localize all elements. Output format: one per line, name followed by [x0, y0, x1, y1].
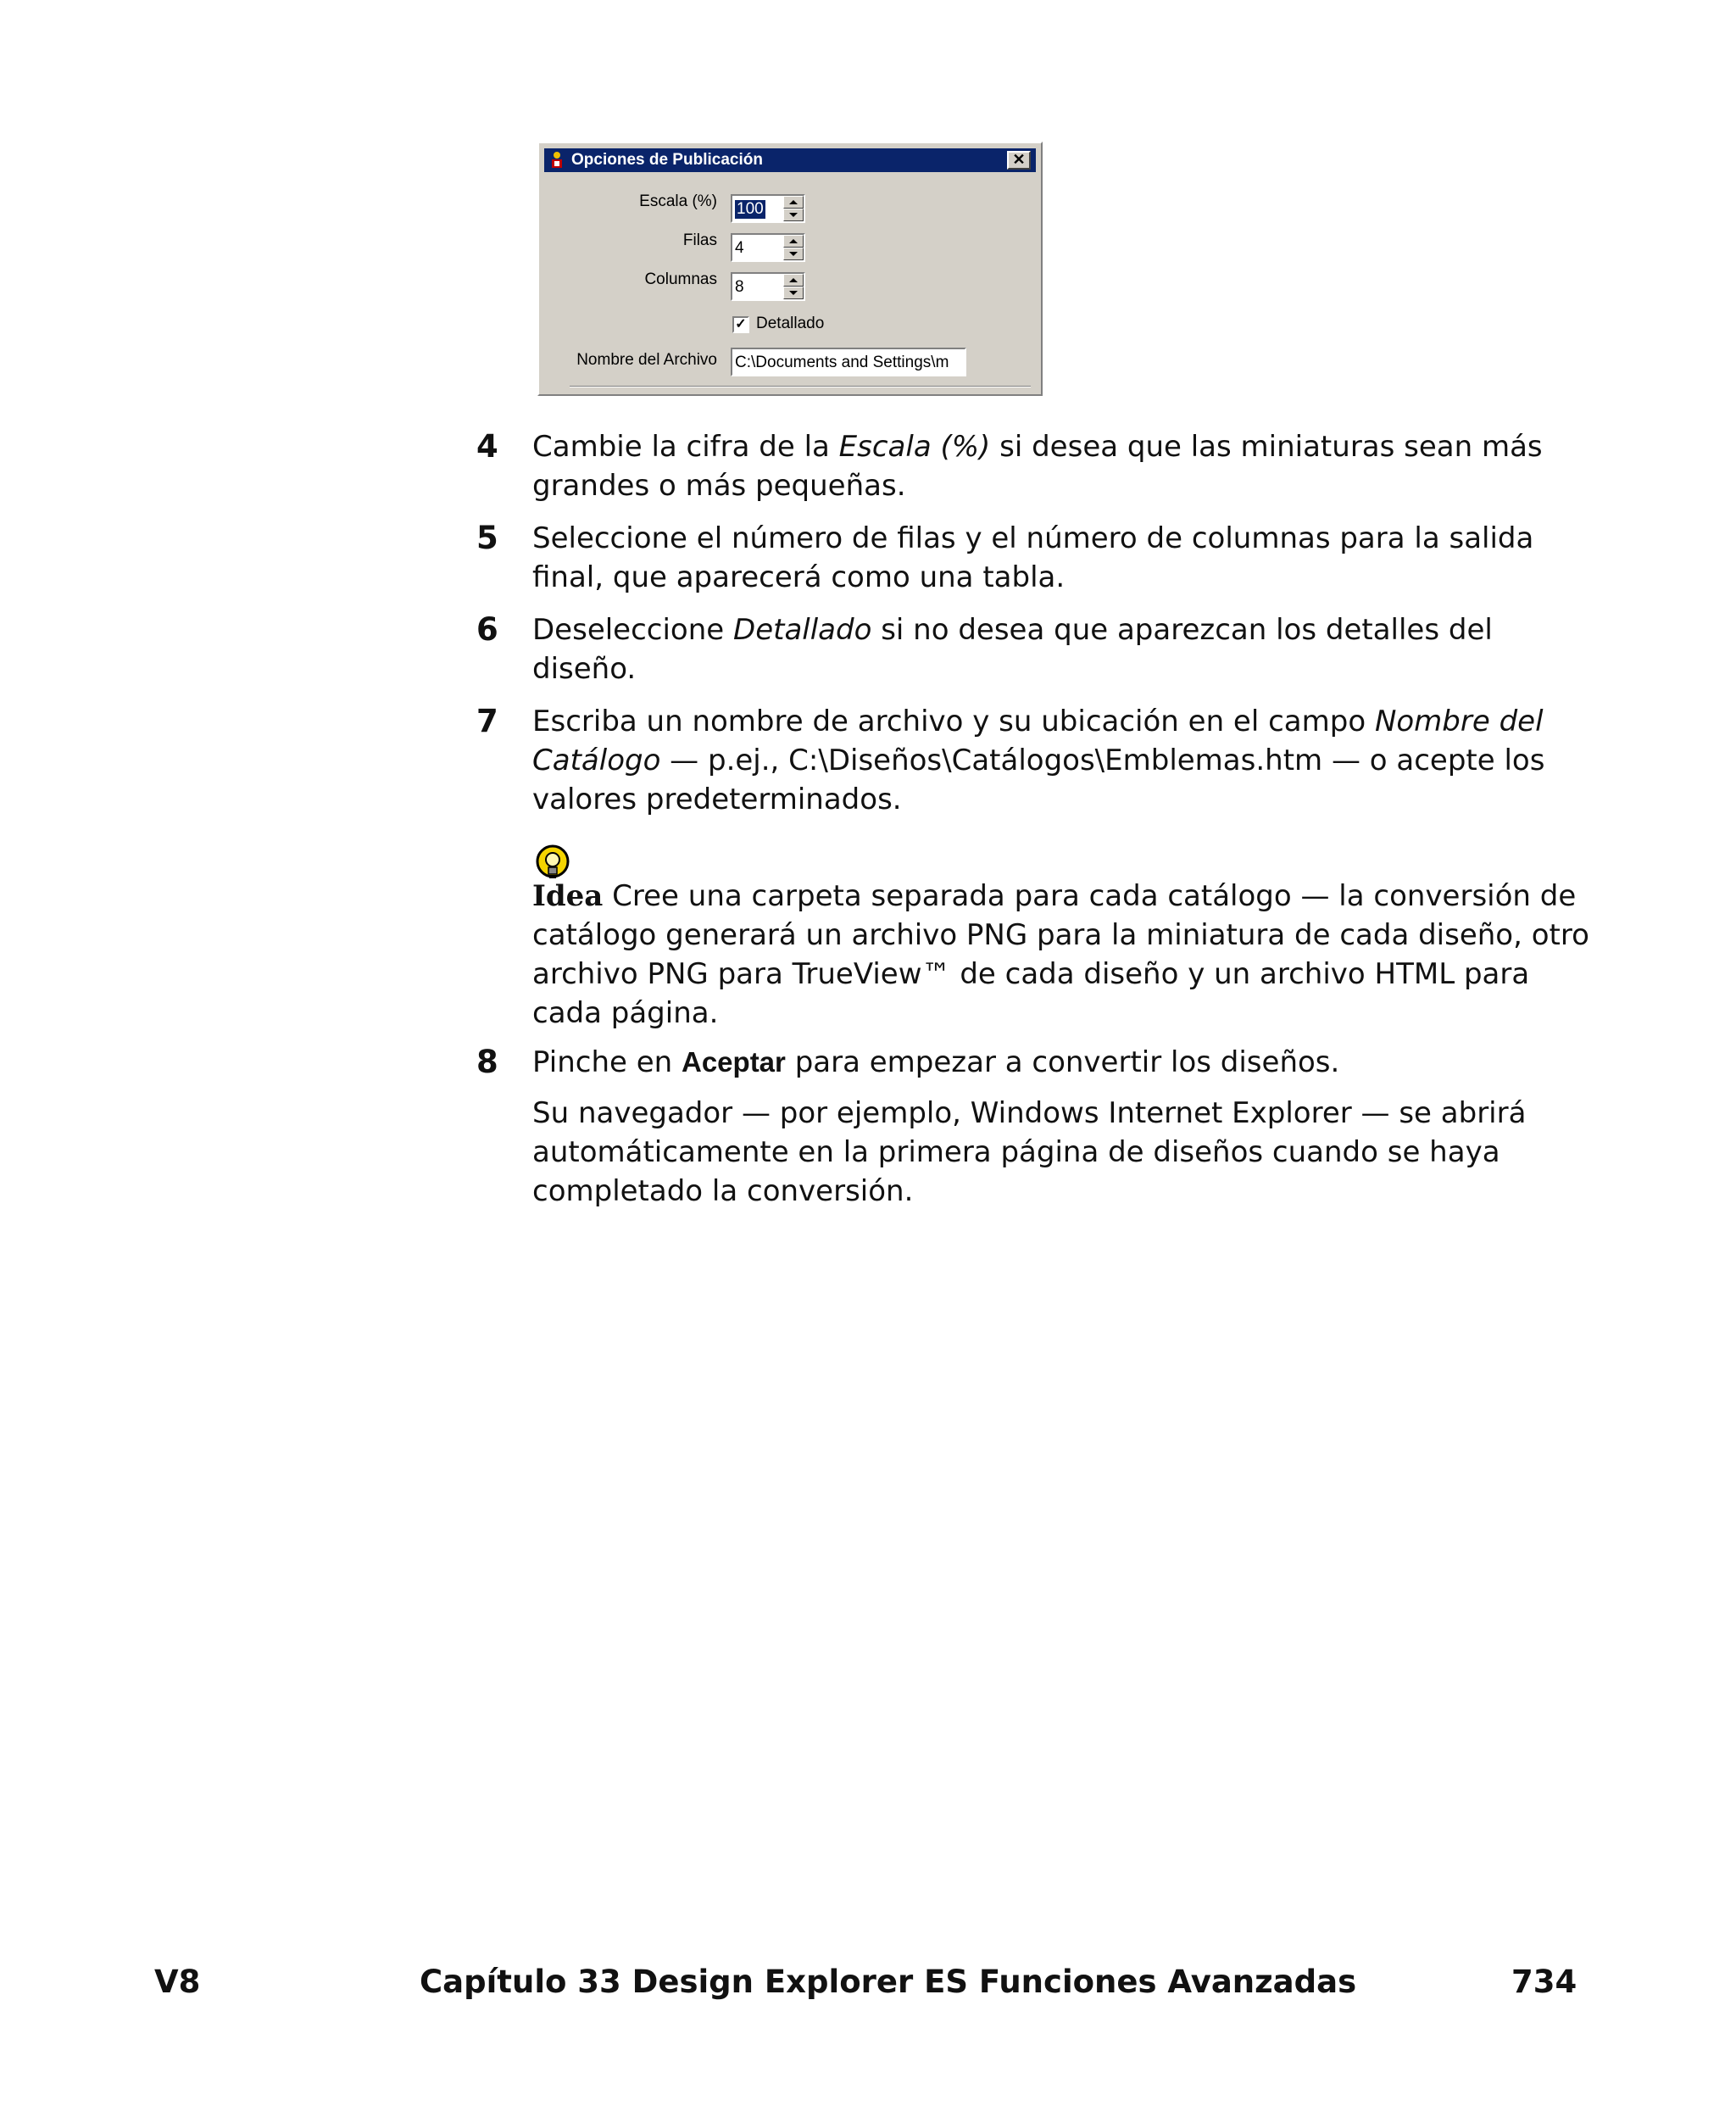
arrow-down-icon	[789, 291, 798, 295]
columns-spinbox[interactable]	[731, 272, 805, 301]
columns-value: 8	[735, 278, 744, 296]
app-icon	[549, 151, 565, 170]
step-text: Seleccione el número de filas y el número de columnas para la salida final, que aparecerá como una tabla.	[532, 521, 1534, 594]
browser-note: Su navegador — por ejemplo, Windows Internet Explorer — se abrirá automáticamente en la primera página de diseños cuando se haya completado la conversión.	[532, 1096, 1527, 1208]
step-text: Cambie la cifra de la Escala (%) si desea que las miniaturas sean más grandes o más pequeñas.	[532, 430, 1543, 503]
close-button[interactable]	[1007, 151, 1031, 170]
footer-page-number: 734	[1511, 1964, 1577, 2000]
arrow-up-icon	[789, 200, 798, 204]
detailed-checkbox[interactable]	[732, 316, 749, 333]
arrow-down-icon	[789, 252, 798, 256]
publish-options-dialog	[537, 142, 1043, 396]
arrow-down-icon	[789, 213, 798, 217]
rows-value: 4	[735, 239, 744, 257]
arrow-up-icon	[789, 278, 798, 282]
idea-text: Cree una carpeta separada para cada catálogo — la conversión de catálogo generará un archivo PNG para la miniatura de cada diseño, otro archivo PNG para TrueView™ de cada diseño y un archivo HTML para cada página.	[532, 879, 1589, 1030]
step-text: Escriba un nombre de archivo y su ubicación en el campo Nombre del Catálogo — p.ej., C:\Diseños\Catálogos\Emblemas.htm — o acepte los valores predeterminados.	[532, 705, 1545, 816]
rows-up-button[interactable]	[783, 235, 804, 248]
dialog-separator	[570, 386, 1031, 387]
columns-down-button[interactable]	[783, 287, 804, 299]
dialog-title: Opciones de Publicación	[571, 151, 763, 169]
idea-tip	[532, 877, 1597, 1033]
rows-label: Filas	[682, 231, 717, 249]
step-number: 6	[476, 611, 498, 648]
scale-value: 100	[737, 200, 764, 218]
aceptar-button-reference: Aceptar	[682, 1046, 786, 1078]
file-name-label: Nombre del Archivo	[576, 351, 717, 369]
rows-down-button[interactable]	[783, 248, 804, 260]
scale-spinbox[interactable]	[731, 194, 805, 223]
close-icon: ✕	[1012, 151, 1026, 168]
file-name-input[interactable]	[731, 348, 966, 376]
scale-down-button[interactable]	[783, 209, 804, 221]
step-number: 7	[476, 703, 498, 739]
footer-chapter: Capítulo 33 Design Explorer ES Funciones Avanzadas	[420, 1964, 1357, 2000]
scale-label: Escala (%)	[639, 192, 717, 210]
columns-up-button[interactable]	[783, 274, 804, 287]
rows-spinbox[interactable]	[731, 233, 805, 262]
step-number: 5	[476, 520, 498, 556]
footer-version: V8	[154, 1964, 201, 2000]
check-icon: ✓	[735, 317, 747, 331]
step-text: Pinche en Aceptar para empezar a convertir los diseños.	[532, 1045, 1340, 1079]
columns-label: Columnas	[644, 270, 717, 288]
detailed-label: Detallado	[756, 315, 825, 332]
idea-label: Idea	[532, 879, 604, 913]
scale-up-button[interactable]	[783, 196, 804, 209]
step-number: 4	[476, 428, 498, 465]
dialog-titlebar	[544, 148, 1036, 172]
step-number: 8	[476, 1044, 498, 1080]
step-text: Deseleccione Detallado si no desea que aparezcan los detalles del diseño.	[532, 613, 1493, 686]
file-name-value: C:\Documents and Settings\m	[735, 354, 949, 371]
arrow-up-icon	[789, 239, 798, 243]
